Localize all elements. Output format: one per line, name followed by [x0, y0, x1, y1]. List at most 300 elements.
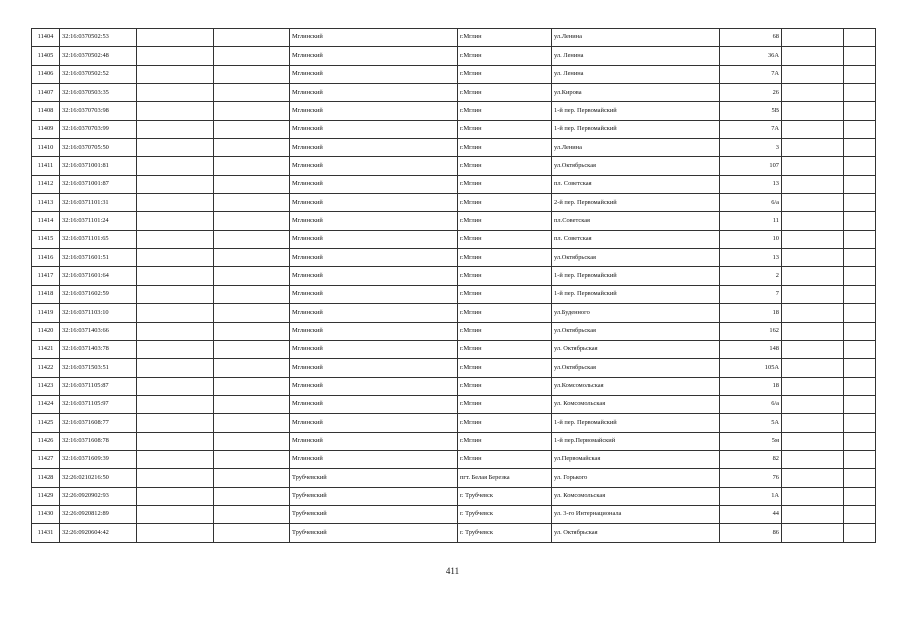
- empty-cell: [137, 65, 214, 83]
- district-cell: Мглинский: [290, 359, 458, 377]
- town-cell: г.Мглин: [458, 230, 552, 248]
- town-cell: г.Мглин: [458, 194, 552, 212]
- empty-cell: [137, 175, 214, 193]
- empty-cell: [782, 175, 844, 193]
- empty-cell: [214, 340, 290, 358]
- house-cell: 3: [720, 139, 782, 157]
- empty-cell: [844, 450, 876, 468]
- district-cell: Мглинский: [290, 304, 458, 322]
- empty-cell: [214, 505, 290, 523]
- row-number: 11423: [32, 377, 60, 395]
- empty-cell: [844, 212, 876, 230]
- empty-cell: [137, 432, 214, 450]
- street-cell: ул. Ленина: [552, 65, 720, 83]
- house-cell: 26: [720, 84, 782, 102]
- empty-cell: [844, 267, 876, 285]
- empty-cell: [214, 230, 290, 248]
- house-cell: 5м: [720, 432, 782, 450]
- table-row: [32, 395, 876, 413]
- table-row: [32, 29, 876, 47]
- empty-cell: [137, 304, 214, 322]
- district-cell: Мглинский: [290, 120, 458, 138]
- empty-cell: [137, 524, 214, 542]
- empty-cell: [137, 267, 214, 285]
- cadastral-number: 32:26:0210216:50: [60, 469, 137, 487]
- empty-cell: [214, 377, 290, 395]
- district-cell: Мглинский: [290, 139, 458, 157]
- cadastral-number: 32:26:0920902:93: [60, 487, 137, 505]
- house-cell: 162: [720, 322, 782, 340]
- table-row: [32, 377, 876, 395]
- cadastral-number: 32:16:0371001:81: [60, 157, 137, 175]
- empty-cell: [782, 194, 844, 212]
- empty-cell: [137, 47, 214, 65]
- empty-cell: [782, 102, 844, 120]
- cadastral-number: 32:16:0371403:66: [60, 322, 137, 340]
- empty-cell: [214, 29, 290, 47]
- district-cell: Мглинский: [290, 175, 458, 193]
- cadastral-number: 32:16:0371101:65: [60, 230, 137, 248]
- table-row: [32, 304, 876, 322]
- empty-cell: [137, 249, 214, 267]
- house-cell: 7А: [720, 65, 782, 83]
- row-number: 11428: [32, 469, 60, 487]
- empty-cell: [214, 285, 290, 303]
- empty-cell: [782, 157, 844, 175]
- empty-cell: [782, 414, 844, 432]
- house-cell: 148: [720, 340, 782, 358]
- empty-cell: [214, 359, 290, 377]
- row-number: 11429: [32, 487, 60, 505]
- district-cell: Мглинский: [290, 414, 458, 432]
- row-number: 11419: [32, 304, 60, 322]
- table-row: [32, 84, 876, 102]
- house-cell: 2: [720, 267, 782, 285]
- street-cell: пл.Советская: [552, 212, 720, 230]
- empty-cell: [214, 450, 290, 468]
- empty-cell: [214, 65, 290, 83]
- town-cell: г.Мглин: [458, 47, 552, 65]
- empty-cell: [214, 175, 290, 193]
- house-cell: 18: [720, 377, 782, 395]
- row-number: 11420: [32, 322, 60, 340]
- street-cell: 1-й пер.Первомайский: [552, 432, 720, 450]
- empty-cell: [782, 212, 844, 230]
- street-cell: 1-й пер. Первомайский: [552, 285, 720, 303]
- row-number: 11407: [32, 84, 60, 102]
- town-cell: г.Мглин: [458, 84, 552, 102]
- empty-cell: [214, 414, 290, 432]
- street-cell: ул.Ленина: [552, 139, 720, 157]
- empty-cell: [844, 432, 876, 450]
- table-row: [32, 505, 876, 523]
- house-cell: 36А: [720, 47, 782, 65]
- row-number: 11405: [32, 47, 60, 65]
- empty-cell: [844, 249, 876, 267]
- empty-cell: [137, 157, 214, 175]
- cadastral-number: 32:16:0371602:59: [60, 285, 137, 303]
- empty-cell: [782, 395, 844, 413]
- town-cell: г.Мглин: [458, 285, 552, 303]
- empty-cell: [214, 212, 290, 230]
- empty-cell: [844, 505, 876, 523]
- empty-cell: [782, 47, 844, 65]
- row-number: 11417: [32, 267, 60, 285]
- empty-cell: [214, 432, 290, 450]
- row-number: 11424: [32, 395, 60, 413]
- row-number: 11431: [32, 524, 60, 542]
- district-cell: Мглинский: [290, 267, 458, 285]
- empty-cell: [782, 450, 844, 468]
- empty-cell: [214, 487, 290, 505]
- empty-cell: [137, 340, 214, 358]
- row-number: 11426: [32, 432, 60, 450]
- district-cell: Мглинский: [290, 377, 458, 395]
- empty-cell: [137, 505, 214, 523]
- cadastral-number: 32:16:0371105:87: [60, 377, 137, 395]
- empty-cell: [214, 395, 290, 413]
- empty-cell: [214, 47, 290, 65]
- empty-cell: [137, 194, 214, 212]
- empty-cell: [782, 322, 844, 340]
- house-cell: 11: [720, 212, 782, 230]
- town-cell: г.Мглин: [458, 377, 552, 395]
- house-cell: 7А: [720, 120, 782, 138]
- empty-cell: [844, 230, 876, 248]
- empty-cell: [844, 285, 876, 303]
- street-cell: ул.Октябрьская: [552, 249, 720, 267]
- district-cell: Мглинский: [290, 450, 458, 468]
- house-cell: 1А: [720, 487, 782, 505]
- empty-cell: [844, 194, 876, 212]
- empty-cell: [137, 450, 214, 468]
- house-cell: 10: [720, 230, 782, 248]
- district-cell: Мглинский: [290, 194, 458, 212]
- empty-cell: [214, 267, 290, 285]
- town-cell: г.Мглин: [458, 267, 552, 285]
- empty-cell: [844, 84, 876, 102]
- empty-cell: [844, 322, 876, 340]
- table-row: [32, 139, 876, 157]
- empty-cell: [214, 120, 290, 138]
- empty-cell: [844, 469, 876, 487]
- table-row: [32, 230, 876, 248]
- street-cell: ул.Октябрьская: [552, 359, 720, 377]
- table-row: [32, 340, 876, 358]
- empty-cell: [782, 505, 844, 523]
- house-cell: 68: [720, 29, 782, 47]
- empty-cell: [782, 29, 844, 47]
- empty-cell: [137, 487, 214, 505]
- house-cell: 44: [720, 505, 782, 523]
- house-cell: 105А: [720, 359, 782, 377]
- table-body: [32, 29, 876, 543]
- registry-table: [31, 28, 876, 543]
- street-cell: 1-й пер. Первомайский: [552, 267, 720, 285]
- street-cell: ул.Первомайская: [552, 450, 720, 468]
- table-row: [32, 359, 876, 377]
- empty-cell: [782, 524, 844, 542]
- cadastral-number: 32:16:0371001:87: [60, 175, 137, 193]
- table-row: [32, 487, 876, 505]
- row-number: 11414: [32, 212, 60, 230]
- table-row: [32, 175, 876, 193]
- table-row: [32, 524, 876, 542]
- district-cell: Мглинский: [290, 84, 458, 102]
- house-cell: 86: [720, 524, 782, 542]
- empty-cell: [782, 432, 844, 450]
- empty-cell: [137, 29, 214, 47]
- street-cell: ул.Октябрьская: [552, 322, 720, 340]
- table-row: [32, 65, 876, 83]
- cadastral-number: 32:16:0371601:64: [60, 267, 137, 285]
- street-cell: ул. Октябрьская: [552, 340, 720, 358]
- district-cell: Мглинский: [290, 29, 458, 47]
- district-cell: Мглинский: [290, 230, 458, 248]
- empty-cell: [844, 175, 876, 193]
- house-cell: 13: [720, 175, 782, 193]
- district-cell: Трубчевский: [290, 469, 458, 487]
- empty-cell: [137, 322, 214, 340]
- empty-cell: [844, 139, 876, 157]
- empty-cell: [844, 65, 876, 83]
- town-cell: г.Мглин: [458, 304, 552, 322]
- town-cell: г.Мглин: [458, 139, 552, 157]
- town-cell: г. Трубчевск: [458, 524, 552, 542]
- empty-cell: [782, 84, 844, 102]
- empty-cell: [844, 340, 876, 358]
- house-cell: 7: [720, 285, 782, 303]
- table-row: [32, 47, 876, 65]
- street-cell: ул. Октябрьская: [552, 524, 720, 542]
- cadastral-number: 32:16:0371403:78: [60, 340, 137, 358]
- table-row: [32, 432, 876, 450]
- district-cell: Мглинский: [290, 102, 458, 120]
- empty-cell: [214, 157, 290, 175]
- empty-cell: [137, 120, 214, 138]
- cadastral-number: 32:26:0920604:42: [60, 524, 137, 542]
- town-cell: г.Мглин: [458, 359, 552, 377]
- street-cell: ул. 3-го Интернационала: [552, 505, 720, 523]
- town-cell: пгт. Белая Березка: [458, 469, 552, 487]
- town-cell: г.Мглин: [458, 65, 552, 83]
- cadastral-number: 32:16:0371503:51: [60, 359, 137, 377]
- street-cell: пл. Советская: [552, 230, 720, 248]
- cadastral-number: 32:16:0370703:98: [60, 102, 137, 120]
- empty-cell: [782, 359, 844, 377]
- row-number: 11404: [32, 29, 60, 47]
- district-cell: Мглинский: [290, 212, 458, 230]
- empty-cell: [137, 84, 214, 102]
- page-number: 411: [445, 566, 460, 576]
- cadastral-number: 32:16:0371609:39: [60, 450, 137, 468]
- street-cell: 1-й пер. Первомайский: [552, 120, 720, 138]
- street-cell: ул.Комсомольская: [552, 377, 720, 395]
- row-number: 11408: [32, 102, 60, 120]
- town-cell: г.Мглин: [458, 450, 552, 468]
- town-cell: г.Мглин: [458, 212, 552, 230]
- row-number: 11412: [32, 175, 60, 193]
- table-row: [32, 249, 876, 267]
- empty-cell: [214, 194, 290, 212]
- cadastral-number: 32:16:0370502:53: [60, 29, 137, 47]
- empty-cell: [137, 395, 214, 413]
- row-number: 11418: [32, 285, 60, 303]
- district-cell: Трубчевский: [290, 505, 458, 523]
- town-cell: г.Мглин: [458, 395, 552, 413]
- table-row: [32, 157, 876, 175]
- row-number: 11411: [32, 157, 60, 175]
- town-cell: г. Трубчевск: [458, 505, 552, 523]
- house-cell: 76: [720, 469, 782, 487]
- row-number: 11415: [32, 230, 60, 248]
- empty-cell: [782, 230, 844, 248]
- district-cell: Мглинский: [290, 249, 458, 267]
- empty-cell: [844, 29, 876, 47]
- cadastral-number: 32:16:0371608:77: [60, 414, 137, 432]
- empty-cell: [137, 230, 214, 248]
- empty-cell: [137, 469, 214, 487]
- street-cell: ул.Кирова: [552, 84, 720, 102]
- empty-cell: [214, 469, 290, 487]
- empty-cell: [782, 285, 844, 303]
- empty-cell: [137, 359, 214, 377]
- district-cell: Трубчевский: [290, 524, 458, 542]
- table-row: [32, 285, 876, 303]
- empty-cell: [214, 84, 290, 102]
- row-number: 11422: [32, 359, 60, 377]
- empty-cell: [137, 377, 214, 395]
- table-row: [32, 469, 876, 487]
- empty-cell: [782, 249, 844, 267]
- empty-cell: [214, 304, 290, 322]
- town-cell: г. Трубчевск: [458, 487, 552, 505]
- empty-cell: [844, 102, 876, 120]
- street-cell: ул. Горького: [552, 469, 720, 487]
- cadastral-number: 32:16:0370503:35: [60, 84, 137, 102]
- street-cell: 1-й пер. Первомайский: [552, 414, 720, 432]
- empty-cell: [844, 304, 876, 322]
- empty-cell: [214, 102, 290, 120]
- empty-cell: [782, 340, 844, 358]
- empty-cell: [214, 524, 290, 542]
- house-cell: 107: [720, 157, 782, 175]
- row-number: 11413: [32, 194, 60, 212]
- empty-cell: [844, 377, 876, 395]
- cadastral-number: 32:16:0371103:10: [60, 304, 137, 322]
- empty-cell: [782, 469, 844, 487]
- empty-cell: [782, 120, 844, 138]
- empty-cell: [844, 414, 876, 432]
- row-number: 11430: [32, 505, 60, 523]
- cadastral-number: 32:16:0371608:78: [60, 432, 137, 450]
- town-cell: г.Мглин: [458, 29, 552, 47]
- table-row: [32, 267, 876, 285]
- town-cell: г.Мглин: [458, 249, 552, 267]
- row-number: 11421: [32, 340, 60, 358]
- empty-cell: [782, 304, 844, 322]
- table-row: [32, 322, 876, 340]
- table-row: [32, 212, 876, 230]
- table-row: [32, 414, 876, 432]
- house-cell: 5В: [720, 102, 782, 120]
- house-cell: 13: [720, 249, 782, 267]
- empty-cell: [137, 285, 214, 303]
- district-cell: Мглинский: [290, 285, 458, 303]
- district-cell: Мглинский: [290, 432, 458, 450]
- house-cell: 5А: [720, 414, 782, 432]
- district-cell: Мглинский: [290, 47, 458, 65]
- street-cell: 1-й пер. Первомайский: [552, 102, 720, 120]
- cadastral-number: 32:16:0371101:24: [60, 212, 137, 230]
- district-cell: Мглинский: [290, 157, 458, 175]
- town-cell: г.Мглин: [458, 157, 552, 175]
- table-row: [32, 194, 876, 212]
- street-cell: ул. Ленина: [552, 47, 720, 65]
- empty-cell: [137, 139, 214, 157]
- district-cell: Мглинский: [290, 65, 458, 83]
- street-cell: ул.Ленина: [552, 29, 720, 47]
- house-cell: 6/а: [720, 194, 782, 212]
- cadastral-number: 32:16:0370705:50: [60, 139, 137, 157]
- empty-cell: [214, 322, 290, 340]
- cadastral-number: 32:16:0371101:31: [60, 194, 137, 212]
- empty-cell: [782, 487, 844, 505]
- cadastral-number: 32:16:0370703:99: [60, 120, 137, 138]
- cadastral-number: 32:16:0371601:51: [60, 249, 137, 267]
- street-cell: 2-й пер. Первомайский: [552, 194, 720, 212]
- cadastral-number: 32:16:0371105:97: [60, 395, 137, 413]
- town-cell: г.Мглин: [458, 175, 552, 193]
- empty-cell: [214, 139, 290, 157]
- row-number: 11409: [32, 120, 60, 138]
- house-cell: 6/а: [720, 395, 782, 413]
- town-cell: г.Мглин: [458, 414, 552, 432]
- row-number: 11406: [32, 65, 60, 83]
- empty-cell: [214, 249, 290, 267]
- empty-cell: [844, 47, 876, 65]
- empty-cell: [137, 414, 214, 432]
- table-row: [32, 102, 876, 120]
- row-number: 11427: [32, 450, 60, 468]
- empty-cell: [137, 212, 214, 230]
- empty-cell: [782, 65, 844, 83]
- street-cell: пл. Советская: [552, 175, 720, 193]
- cadastral-number: 32:16:0370502:52: [60, 65, 137, 83]
- district-cell: Мглинский: [290, 395, 458, 413]
- empty-cell: [844, 487, 876, 505]
- town-cell: г.Мглин: [458, 432, 552, 450]
- town-cell: г.Мглин: [458, 102, 552, 120]
- district-cell: Мглинский: [290, 322, 458, 340]
- row-number: 11425: [32, 414, 60, 432]
- house-cell: 18: [720, 304, 782, 322]
- empty-cell: [844, 157, 876, 175]
- empty-cell: [844, 120, 876, 138]
- empty-cell: [844, 524, 876, 542]
- empty-cell: [844, 359, 876, 377]
- empty-cell: [844, 395, 876, 413]
- district-cell: Трубчевский: [290, 487, 458, 505]
- district-cell: Мглинский: [290, 340, 458, 358]
- cadastral-number: 32:26:0920812:89: [60, 505, 137, 523]
- street-cell: ул. Комсомольская: [552, 395, 720, 413]
- town-cell: г.Мглин: [458, 120, 552, 138]
- cadastral-number: 32:16:0370502:48: [60, 47, 137, 65]
- table-row: [32, 450, 876, 468]
- house-cell: 82: [720, 450, 782, 468]
- table-row: [32, 120, 876, 138]
